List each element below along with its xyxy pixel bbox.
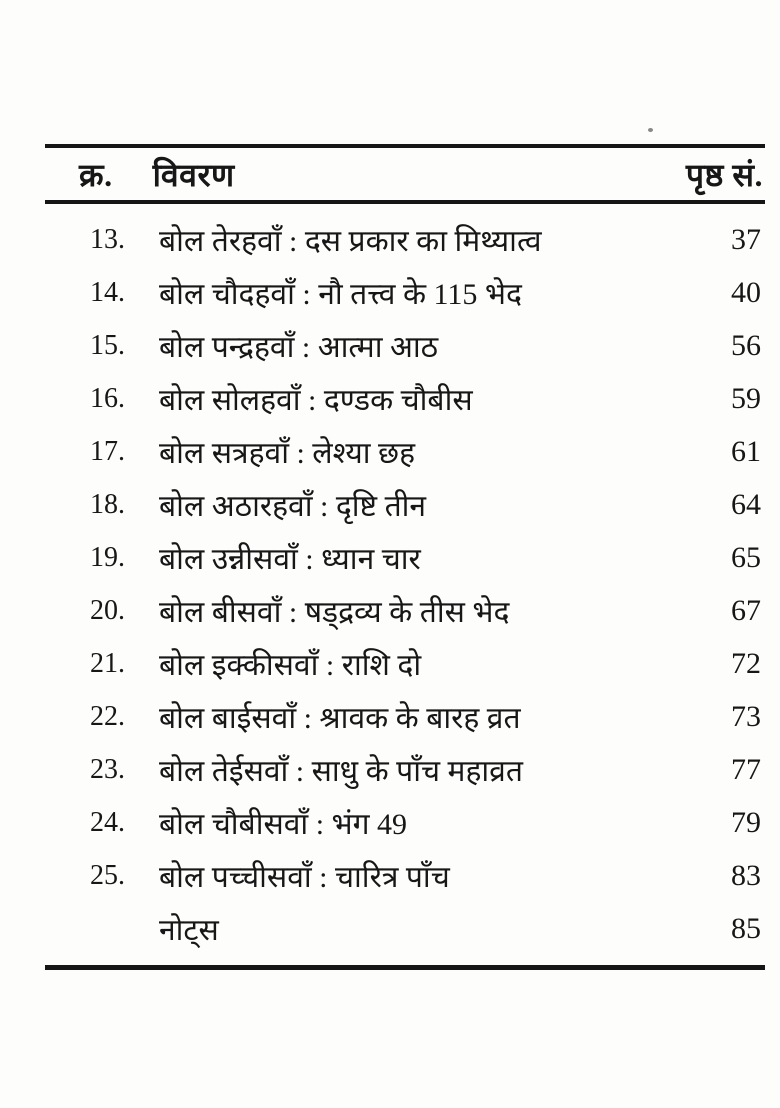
toc-row: [45, 796, 765, 849]
row-description: बोल सोलहवाँ : दण्डक चौबीस: [159, 384, 473, 417]
toc-row: [45, 266, 765, 319]
row-serial: 13.: [90, 223, 125, 255]
row-serial: 18.: [90, 488, 125, 520]
toc-row: [45, 478, 765, 531]
row-page-number: 61: [731, 434, 761, 468]
toc-row: [45, 849, 765, 902]
row-serial: 23.: [90, 753, 125, 785]
row-page-number: 37: [731, 222, 761, 256]
toc-table: [45, 144, 765, 970]
toc-row: [45, 531, 765, 584]
row-page-number: 83: [731, 858, 761, 892]
toc-row: [45, 372, 765, 425]
row-description: बोल पन्द्रहवाँ : आत्मा आठ: [159, 331, 439, 364]
row-description: बोल तेरहवाँ : दस प्रकार का मिथ्यात्व: [159, 225, 542, 258]
toc-header-row: [45, 144, 765, 204]
row-serial: 21.: [90, 647, 125, 679]
row-serial: 16.: [90, 382, 125, 414]
row-serial: 14.: [90, 276, 125, 308]
row-page-number: 67: [731, 593, 761, 627]
row-page-number: 73: [731, 699, 761, 733]
bottom-rule: [45, 965, 765, 970]
toc-rows: [45, 204, 765, 965]
toc-row: [45, 213, 765, 266]
row-page-number: 85: [731, 911, 761, 945]
row-description: बोल पच्चीसवाँ : चारित्र पाँच: [159, 861, 450, 894]
row-description: नोट्स: [159, 914, 219, 947]
scan-speck: [648, 128, 653, 132]
toc-row: [45, 319, 765, 372]
row-page-number: 40: [731, 275, 761, 309]
row-serial: 25.: [90, 859, 125, 891]
row-page-number: 56: [731, 328, 761, 362]
toc-row: [45, 902, 765, 955]
row-page-number: 65: [731, 540, 761, 574]
header-description-label: विवरण: [152, 156, 235, 193]
row-description: बोल बीसवाँ : षड्द्रव्य के तीस भेद: [159, 596, 510, 629]
row-page-number: 79: [731, 805, 761, 839]
row-description: बोल तेईसवाँ : साधु के पाँच महाव्रत: [159, 755, 523, 788]
row-serial: 24.: [90, 806, 125, 838]
row-serial: 22.: [90, 700, 125, 732]
row-serial: 17.: [90, 435, 125, 467]
row-description: बोल चौबीसवाँ : भंग 49: [159, 808, 408, 841]
toc-row: [45, 584, 765, 637]
row-page-number: 59: [731, 381, 761, 415]
row-description: बोल बाईसवाँ : श्रावक के बारह व्रत: [159, 702, 521, 735]
row-page-number: 77: [731, 752, 761, 786]
toc-row: [45, 637, 765, 690]
row-description: बोल चौदहवाँ : नौ तत्त्व के 115 भेद: [159, 278, 522, 311]
row-page-number: 72: [731, 646, 761, 680]
row-serial: 19.: [90, 541, 125, 573]
toc-row: [45, 690, 765, 743]
row-serial: 20.: [90, 594, 125, 626]
header-page-label: पृष्ठ सं.: [685, 156, 763, 193]
header-serial-label: क्र.: [79, 156, 113, 193]
row-page-number: 64: [731, 487, 761, 521]
row-description: बोल सत्रहवाँ : लेश्या छह: [159, 437, 416, 470]
toc-row: [45, 743, 765, 796]
row-description: बोल इक्कीसवाँ : राशि दो: [159, 649, 422, 682]
row-serial: 15.: [90, 329, 125, 361]
row-description: बोल उन्नीसवाँ : ध्यान चार: [159, 543, 421, 576]
row-description: बोल अठारहवाँ : दृष्टि तीन: [159, 490, 427, 523]
toc-row: [45, 425, 765, 478]
